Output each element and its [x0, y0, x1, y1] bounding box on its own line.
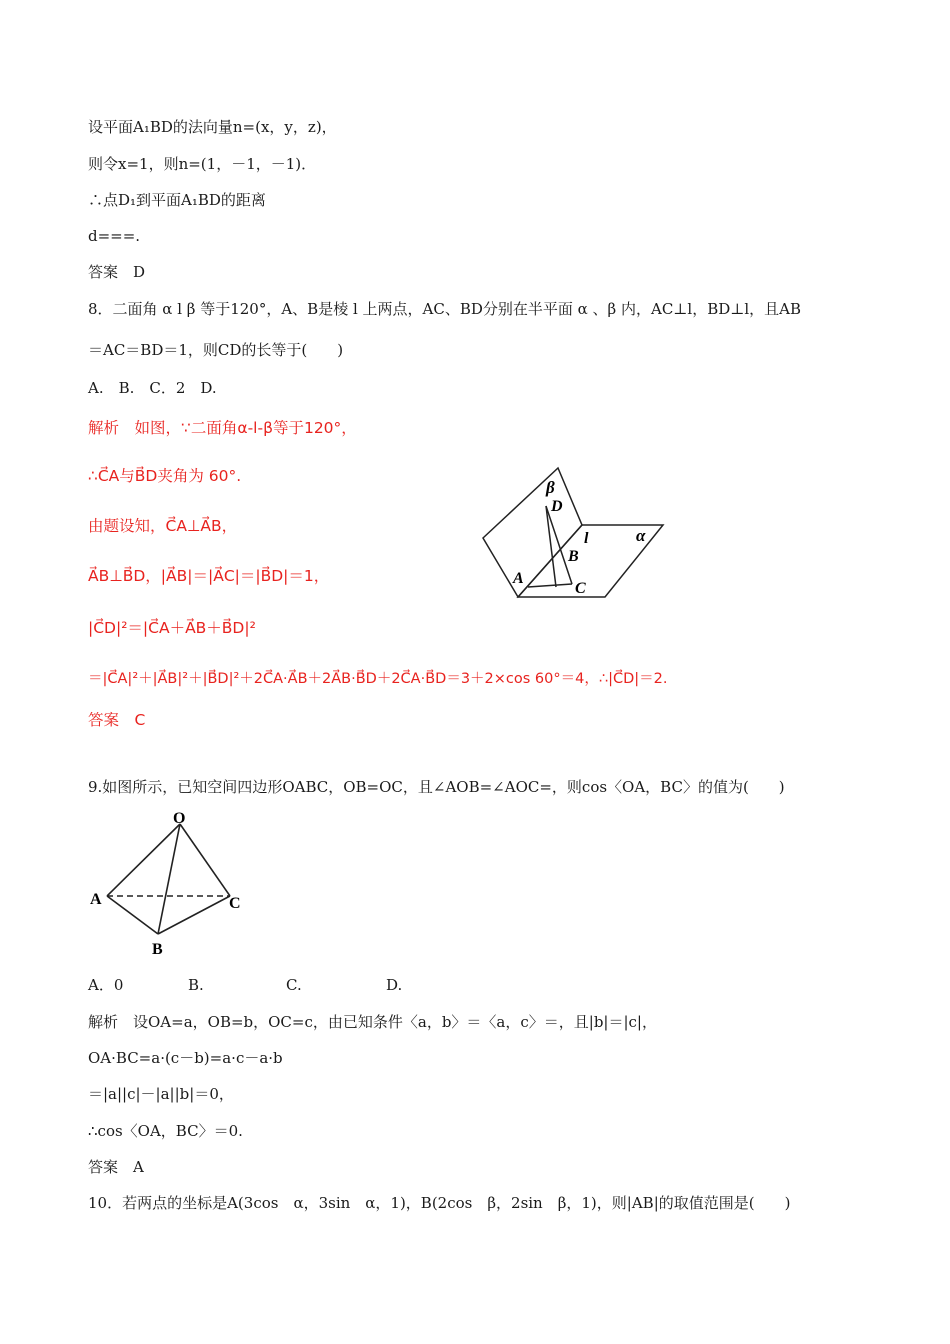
label-c: C	[575, 580, 586, 597]
solution-9-line3: ＝|a||c|－|a||b|＝0，	[88, 1085, 234, 1103]
dihedral-angle-figure	[478, 460, 668, 605]
label-beta: β	[546, 478, 555, 497]
label-d: D	[551, 498, 563, 515]
label-o: O	[173, 810, 186, 827]
answer-7: 答案 D	[88, 263, 146, 281]
question-8-options: A. B. C．2 D.	[88, 379, 217, 397]
text-distance: ∴点D₁到平面A₁BD的距离	[88, 191, 266, 209]
label-a: A	[90, 891, 102, 908]
tetrahedron-figure	[85, 810, 255, 960]
segment-ac	[528, 584, 572, 587]
label-a: A	[513, 570, 524, 587]
edge-oa	[107, 824, 180, 896]
option-9b: B.	[188, 976, 204, 994]
solution-9-line4: ∴cos〈OA，BC〉＝0.	[88, 1122, 243, 1140]
question-9: 9.如图所示，已知空间四边形OABC，OB=OC，且∠AOB=∠AOC=，则cos〈OA，BC〉的值为( )	[88, 778, 785, 796]
solution-8-line5: |C⃗D|²＝|C⃗A＋A⃗B＋B⃗D|²	[88, 619, 256, 637]
question-8-line1: 8．二面角 α l β 等于120°，A、B是棱 l 上两点，AC、BD分别在半平面 α 、β 内，AC⊥l，BD⊥l，且AB	[88, 300, 802, 318]
solution-8-line3: 由题设知，C⃗A⊥A⃗B，	[88, 517, 238, 535]
solution-8-line6: ＝|C⃗A|²＋|A⃗B|²＋|B⃗D|²＋2C⃗A·A⃗B＋2A⃗B·B⃗D＋2C⃗A·B⃗D＝3＋2×cos 60°＝4，∴|C⃗D|＝2.	[88, 671, 668, 687]
option-9a: A．0	[88, 976, 124, 994]
segment-dc	[546, 506, 556, 587]
question-10: 10．若两点的坐标是A(3cos α，3sin α，1)，B(2cos β，2sin β，1)，则|AB|的取值范围是( )	[88, 1194, 791, 1212]
label-b: B	[152, 941, 163, 958]
question-8-line2: ＝AC＝BD＝1，则CD的长等于( )	[88, 341, 344, 359]
answer-9: 答案 A	[88, 1158, 144, 1176]
plane-beta	[483, 468, 582, 597]
answer-8: 答案 C	[88, 711, 146, 729]
text-normal-vector: 设平面A₁BD的法向量n=(x，y，z)，	[88, 118, 337, 136]
solution-8-line4: A⃗B⊥B⃗D，|A⃗B|＝|A⃗C|＝|B⃗D|＝1，	[88, 567, 330, 585]
label-alpha: α	[636, 526, 646, 545]
option-9d: D.	[386, 976, 403, 994]
option-9c: C.	[286, 976, 302, 994]
solution-8-line2: ∴C⃗A与B⃗D夹角为 60°.	[88, 467, 242, 485]
solution-9-line2: OA·BC=a·(c－b)=a·c－a·b	[88, 1049, 283, 1067]
label-c: C	[229, 895, 241, 912]
solution-8-line1: 解析 如图，∵二面角α-l-β等于120°，	[88, 419, 357, 437]
edge-ob	[158, 824, 180, 934]
edge-oc	[180, 824, 230, 896]
edge-bc	[158, 896, 230, 934]
solution-9-line1: 解析 设OA=a，OB=b，OC=c，由已知条件〈a，b〉＝〈a，c〉＝，且|b|＝|c|，	[88, 1013, 657, 1031]
label-b: B	[568, 548, 579, 565]
label-l: l	[584, 530, 589, 547]
text-d-formula: d===.	[88, 227, 141, 245]
segment-bd	[546, 506, 572, 584]
text-let-x: 则令x=1，则n=(1，－1，－1)．	[88, 155, 317, 173]
edge-ab	[107, 896, 158, 934]
